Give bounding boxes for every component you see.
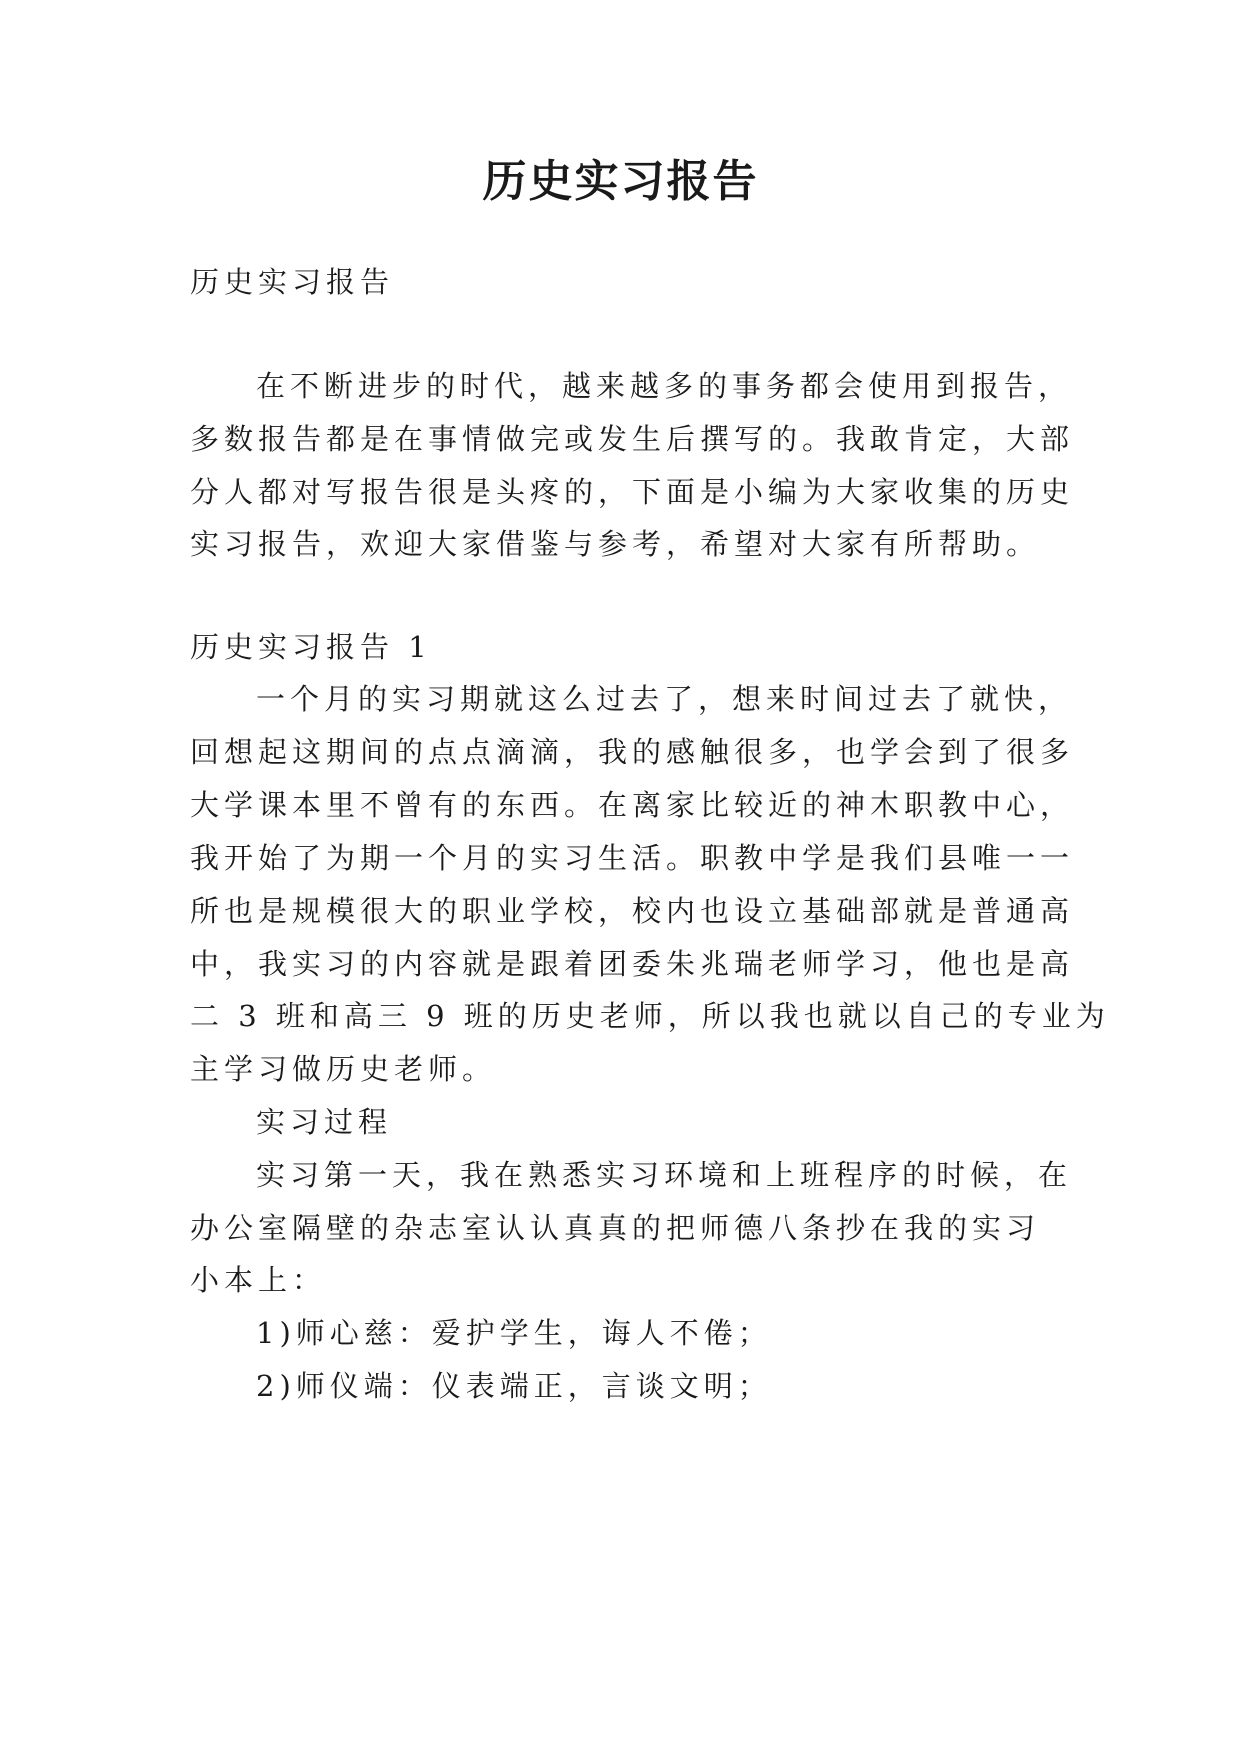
- section-line: 一个月的实习期就这么过去了，想来时间过去了就快，: [256, 682, 1073, 716]
- subtitle: 历史实习报告: [190, 265, 395, 299]
- section-line: 二 3 班和高三 9 班的历史老师，所以我也就以自己的专业为: [190, 999, 1110, 1033]
- section-line: 主学习做历史老师。: [190, 1052, 497, 1086]
- process-heading: 实习过程: [256, 1105, 393, 1139]
- intro-line: 多数报告都是在事情做完或发生后撰写的。我敢肯定，大部: [190, 422, 1075, 456]
- intro-line: 分人都对写报告很是头疼的，下面是小编为大家收集的历史: [190, 475, 1075, 509]
- intro-line: 在不断进步的时代，越来越多的事务都会使用到报告，: [256, 369, 1073, 403]
- process-line: 办公室隔壁的杂志室认认真真的把师德八条抄在我的实习: [190, 1211, 1041, 1245]
- section-line: 回想起这期间的点点滴滴，我的感触很多，也学会到了很多: [190, 735, 1075, 769]
- section-line: 大学课本里不曾有的东西。在离家比较近的神木职教中心，: [190, 788, 1075, 822]
- document-title: 历史实习报告: [482, 156, 759, 207]
- process-line: 小本上：: [190, 1263, 327, 1297]
- intro-line: 实习报告，欢迎大家借鉴与参考，希望对大家有所帮助。: [190, 527, 1041, 561]
- section-heading: 历史实习报告 1: [190, 630, 432, 664]
- section-line: 中，我实习的内容就是跟着团委朱兆瑞老师学习，他也是高: [190, 947, 1075, 981]
- section-line: 我开始了为期一个月的实习生活。职教中学是我们县唯一一: [190, 841, 1075, 875]
- process-line: 实习第一天，我在熟悉实习环境和上班程序的时候，在: [256, 1158, 1073, 1192]
- section-line: 所也是规模很大的职业学校，校内也设立基础部就是普通高: [190, 894, 1075, 928]
- rule-item: 1)师心慈：爱护学生，诲人不倦；: [256, 1316, 772, 1350]
- rule-item: 2)师仪端：仪表端正，言谈文明；: [256, 1369, 772, 1403]
